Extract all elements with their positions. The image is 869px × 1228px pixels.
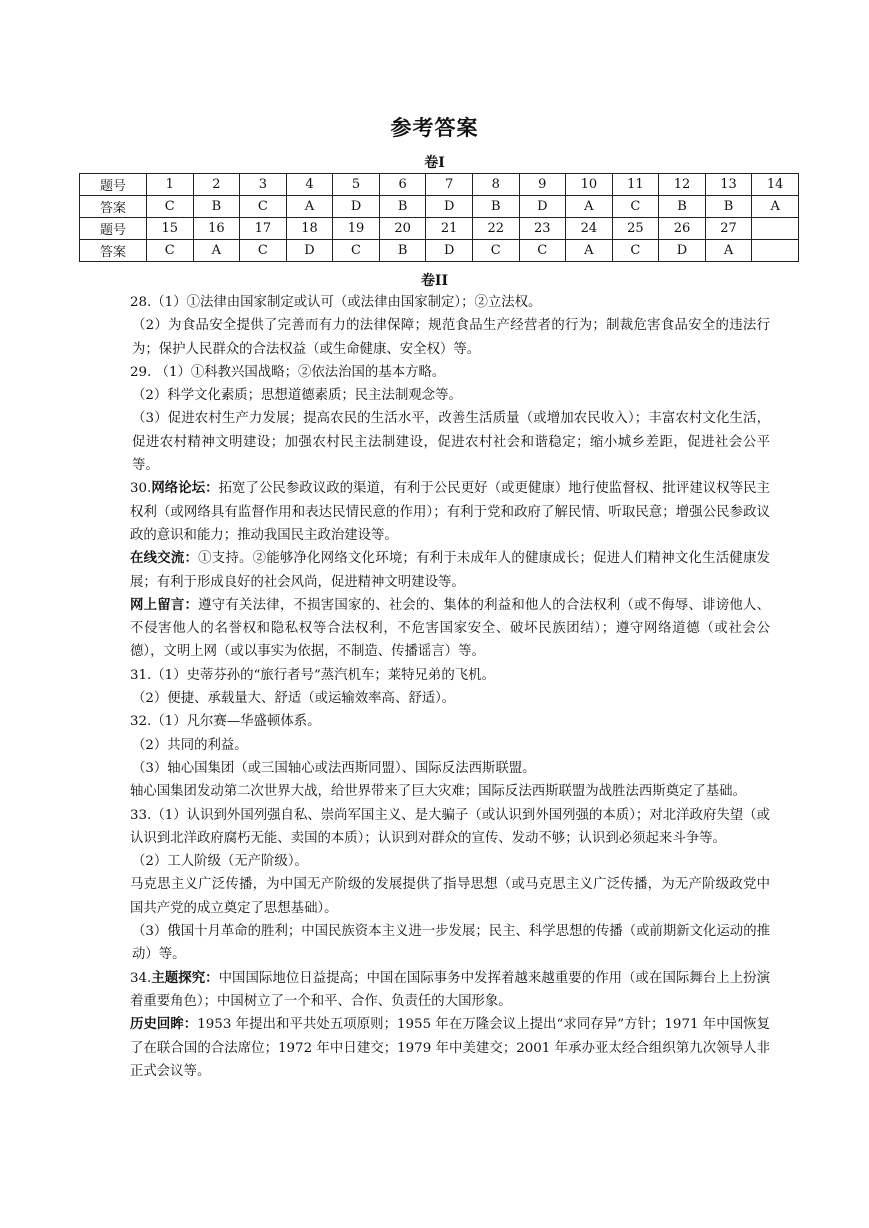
table-cell: 12 [659, 174, 706, 196]
table-cell: D [426, 240, 473, 262]
table-row-label: 题号 [80, 174, 147, 196]
table-cell: 20 [379, 218, 426, 240]
table-cell: 3 [240, 174, 287, 196]
table-cell: 15 [147, 218, 194, 240]
answer-30-online [130, 547, 770, 594]
table-cell: D [659, 240, 706, 262]
answer-body [130, 291, 770, 1083]
table-cell: C [612, 240, 659, 262]
table-cell: C [147, 196, 194, 218]
table-cell: 22 [472, 218, 519, 240]
table-cell: B [705, 196, 752, 218]
answer-33-2: （2）工人阶级（无产阶级）。 [132, 854, 308, 870]
table-row-label: 题号 [80, 218, 147, 240]
answer-32-1: 32.（1）凡尔赛—华盛顿体系。 [130, 714, 321, 730]
table-cell: B [193, 196, 240, 218]
table-cell: A [286, 196, 333, 218]
table-cell: 18 [286, 218, 333, 240]
table-row [80, 240, 799, 262]
answer-34-history-text: 1953 年提出和平共处五项原则；1955 年在万隆会议上提出“求同存异”方针；1971 年中国恢复了在联合国的合法席位；1972 年中日建交；1979 年中美建交；2001 年承办亚太经合组织第九次领导人非正式会议等。 [130, 1017, 770, 1079]
table-cell: 10 [566, 174, 613, 196]
answer-33-3: 马克思主义广泛传播，为中国无产阶级的发展提供了指导思想（或马克思主义广泛传播，为无产阶级政党中国共产党的成立奠定了思想基础）。 [130, 877, 770, 916]
table-cell: 23 [519, 218, 566, 240]
table-row [80, 218, 799, 240]
table-cell: 25 [612, 218, 659, 240]
answer-33-1: 33.（1）认识到外国列强自私、崇尚军国主义、是大骗子（或认识到外国列强的本质）；对北洋政府失望（或认识到北洋政府腐朽无能、卖国的本质）；认识到对群众的宣传、发动不够；认识到必须起来斗争等。 [130, 807, 770, 846]
table-cell: B [379, 240, 426, 262]
answer-31-1: 31.（1）史蒂芬孙的“旅行者号”蒸汽机车；莱特兄弟的飞机。 [130, 667, 495, 683]
answer-30-online-label: 在线交流： [130, 550, 199, 567]
table-cell: 9 [519, 174, 566, 196]
table-cell: D [426, 196, 473, 218]
answer-30-message-label: 网上留言： [130, 596, 199, 613]
table-cell: 24 [566, 218, 613, 240]
table-cell: 8 [472, 174, 519, 196]
table-cell: 17 [240, 218, 287, 240]
table-cell: B [472, 196, 519, 218]
table-cell: C [612, 196, 659, 218]
answer-30-message-text: 遵守有关法律，不损害国家的、社会的、集体的利益和他人的合法权利（或不侮辱、诽谤他人、不侵害他人的名誉权和隐私权等合法权利，不危害国家安全、破坏民族团结）；遵守网络道德（或社会公德），文明上网（或以事实为依据，不制造、传播谣言）等。 [130, 597, 770, 660]
answer-30-online-text: ①支持。②能够净化网络文化环境；有利于未成年人的健康成长；促进人们精神文化生活健康发展；有利于形成良好的社会风尚，促进精神文明建设等。 [130, 551, 770, 590]
answer-30-forum [130, 477, 770, 547]
answer-29-3: （3）促进农村生产力发展；提高农民的生活水平，改善生活质量（或增加农民收入）；丰富农村文化生活，促进农村精神文明建设；加强农村民主法制建设，促进农村社会和谐稳定；缩小城乡差距，促进社会公平等。 [132, 411, 770, 474]
answer-table [79, 173, 799, 262]
table-cell: D [333, 196, 380, 218]
table-cell: C [519, 240, 566, 262]
answer-33-4: （3）俄国十月革命的胜利；中国民族资本主义进一步发展；民主、科学思想的传播（或前期新文化运动的推动）等。 [132, 924, 770, 963]
answer-32-3: （3）轴心国集团（或三国轴心或法西斯同盟）、国际反法西斯联盟。 [132, 760, 536, 776]
answer-34-theme [130, 967, 770, 1014]
table-cell: A [705, 240, 752, 262]
answer-34-prefix: 34. [130, 970, 152, 986]
table-cell: A [566, 240, 613, 262]
table-cell: 14 [752, 174, 799, 196]
answer-34-theme-text: 中国国际地位日益提高；中国在国际事务中发挥着越来越重要的作用（或在国际舞台上上扮演着重要角色）；中国树立了一个和平、合作、负责任的大国形象。 [130, 970, 770, 1009]
answer-32-4: 轴心国集团发动第二次世界大战，给世界带来了巨大灾难；国际反法西斯联盟为战胜法西斯奠定了基础。 [130, 784, 746, 800]
table-cell: 27 [705, 218, 752, 240]
table-cell [752, 240, 799, 262]
section-heading-2: 卷II [420, 273, 449, 289]
answer-34-theme-label: 主题探究： [151, 969, 219, 986]
table-cell: D [286, 240, 333, 262]
table-cell: 13 [705, 174, 752, 196]
answer-34-history [130, 1013, 770, 1083]
section-heading-1: 卷I [424, 155, 445, 171]
table-cell: 5 [333, 174, 380, 196]
table-cell: 11 [612, 174, 659, 196]
table-cell: C [472, 240, 519, 262]
table-cell: 2 [193, 174, 240, 196]
answer-30-prefix: 30. [130, 481, 152, 497]
table-row [80, 196, 799, 218]
answer-30-forum-text: 拓宽了公民参政议政的渠道，有利于公民更好（或更健康）地行使监督权、批评建议权等民主权利（或网络具有监督作用和表达民情民意的作用）；有利于党和政府了解民情、听取民意；增强公民参政议政的意识和能力；推动我国民主政治建设等。 [130, 481, 770, 543]
answer-31-2: （2）便捷、承载量大、舒适（或运输效率高、舒适）。 [132, 691, 456, 707]
table-cell: 21 [426, 218, 473, 240]
table-cell: B [659, 196, 706, 218]
table-cell: 4 [286, 174, 333, 196]
table-cell [752, 218, 799, 240]
table-cell: 26 [659, 218, 706, 240]
table-cell: C [147, 240, 194, 262]
table-cell: A [752, 196, 799, 218]
answer-30-message [130, 594, 770, 664]
table-cell: 19 [333, 218, 380, 240]
table-cell: B [379, 196, 426, 218]
table-cell: 7 [426, 174, 473, 196]
answer-28-2: （2）为食品安全提供了完善而有力的法律保障；规范食品生产经营者的行为；制裁危害食品安全的违法行为；保护人民群众的合法权益（或生命健康、安全权）等。 [132, 318, 770, 357]
table-row [80, 174, 799, 196]
table-cell: D [519, 196, 566, 218]
table-cell: A [566, 196, 613, 218]
table-cell: 16 [193, 218, 240, 240]
answer-28-1: 28.（1）①法律由国家制定或认可（或法律由国家制定）；②立法权。 [130, 295, 542, 310]
table-row-label: 答案 [80, 196, 147, 218]
answer-30-forum-label: 网络论坛： [151, 480, 219, 497]
table-cell: C [333, 240, 380, 262]
answer-34-history-label: 历史回眸： [130, 1016, 198, 1033]
answer-32-2: （2）共同的利益。 [132, 737, 248, 753]
table-cell: 1 [147, 174, 194, 196]
table-cell: 6 [379, 174, 426, 196]
table-row-label: 答案 [80, 240, 147, 262]
answer-29-1: 29. （1）①科教兴国战略；②依法治国的基本方略。 [130, 364, 446, 380]
table-cell: C [240, 196, 287, 218]
table-cell: A [193, 240, 240, 262]
answer-29-2: （2）科学文化素质；思想道德素质；民主法制观念等。 [132, 388, 462, 404]
page-title: 参考答案 [390, 115, 479, 140]
table-cell: C [240, 240, 287, 262]
